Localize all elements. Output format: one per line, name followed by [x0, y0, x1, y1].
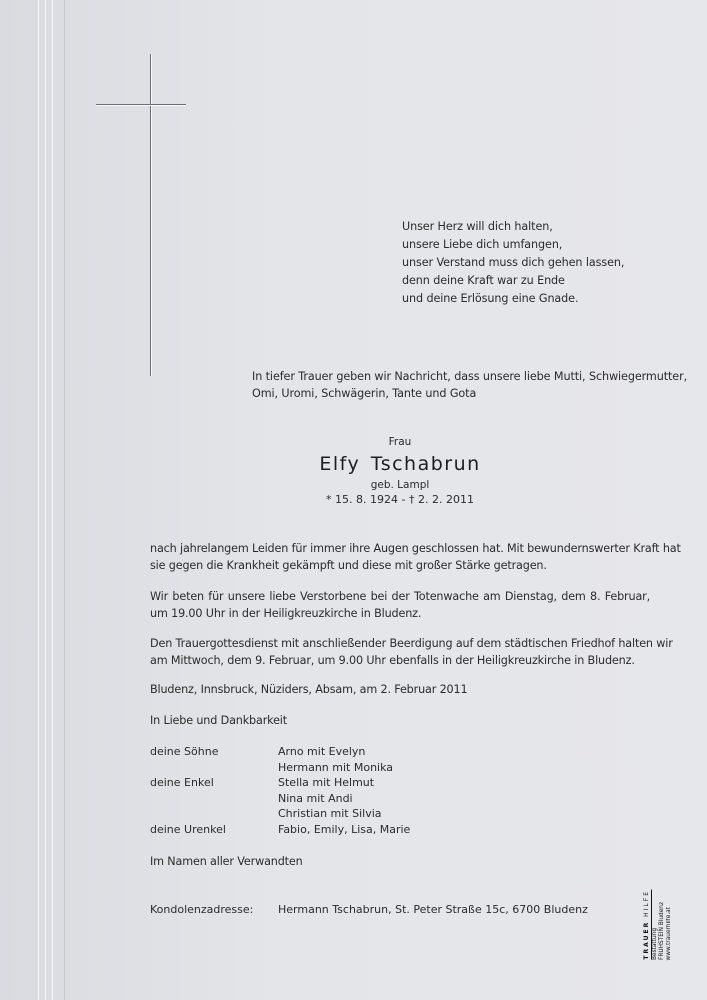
cross-icon: [150, 54, 152, 376]
logo-brand-b: HILFE: [643, 890, 650, 918]
announcement-intro: [252, 368, 687, 402]
deceased-name: Elfy Tschabrun: [319, 453, 481, 475]
relative-name: Arno mit Evelyn: [278, 745, 366, 758]
logo-brand-a: TRAUER: [643, 921, 650, 960]
poem-line: unser Verstand muss dich gehen lassen,: [402, 256, 625, 269]
relative-name: Hermann mit Monika: [278, 760, 394, 774]
poem-line: denn deine Kraft war zu Ende: [402, 274, 565, 287]
poem-line: und deine Erlösung eine Gnade.: [402, 292, 579, 305]
paragraph-line: Wir beten für unsere liebe Verstorbene bei der Totenwache am Dienstag, dem 8. Februar,: [150, 590, 650, 603]
condolence-address-text: Hermann Tschabrun, St. Peter Straße 15c, 6700 Bludenz: [278, 903, 588, 916]
paragraph-line: um 19.00 Uhr in der Heiligkreuzkirche in Bludenz.: [150, 606, 422, 620]
logo-company: FRÜHSTEIN Bludenz: [659, 902, 665, 960]
paragraph-line: nach jahrelangem Leiden für immer ihre Augen geschlossen hat. Mit bewundernswerter Kraft hat: [150, 542, 681, 555]
maiden-name: geb. Lampl: [370, 479, 430, 491]
poem: [402, 218, 624, 308]
relative-name: Stella mit Helmut: [278, 776, 375, 789]
relative-label: deine Söhne: [150, 745, 219, 758]
decor-line: [45, 0, 46, 1000]
paragraph-line: Den Trauergottesdienst mit anschließender Beerdigung auf dem städtischen Friedhof halten wir: [150, 637, 673, 650]
paragraph-line: am Mittwoch, dem 9. Februar, um 9.00 Uhr ebenfalls in der Heiligkreuzkirche in Bludenz.: [150, 653, 635, 667]
relative-name: Christian mit Silvia: [278, 807, 382, 820]
relative-name: Fabio, Emily, Lisa, Marie: [278, 822, 411, 836]
cross-bar: [96, 104, 186, 106]
life-dates: * 15. 8. 1924 - † 2. 2. 2011: [326, 493, 474, 506]
relative-name: Nina mit Andi: [278, 791, 353, 805]
logo-subtitle: Bestattung: [652, 928, 658, 960]
paragraph: [150, 636, 673, 669]
decor-line: [64, 0, 65, 1000]
paragraph-line: sie gegen die Krankheit gekämpft und diese mit großer Stärke getragen.: [150, 558, 547, 572]
place-date: Bludenz, Innsbruck, Nüziders, Absam, am 2. Februar 2011: [150, 683, 468, 696]
family-note: Im Namen aller Verwandten: [150, 855, 303, 868]
intro-line: In tiefer Trauer geben wir Nachricht, dass unsere liebe Mutti, Schwiegermutter,: [252, 370, 688, 383]
poem-line: Unser Herz will dich halten,: [402, 220, 553, 233]
logo-brand: [643, 890, 652, 960]
decor-line: [38, 0, 39, 1000]
logo-url: www.trauerhilfe.at: [666, 906, 672, 960]
paragraph: [150, 541, 681, 574]
title: Frau: [388, 436, 412, 448]
decor-line: [52, 0, 53, 1000]
paragraph: [150, 589, 650, 622]
poem-line: unsere Liebe dich umfangen,: [402, 238, 563, 251]
relative-label: deine Urenkel: [150, 822, 226, 836]
relative-label: deine Enkel: [150, 776, 214, 789]
condolence-label: Kondolenzadresse:: [150, 903, 254, 916]
funeral-home-logo: [641, 868, 673, 960]
closing-line: In Liebe und Dankbarkeit: [150, 714, 288, 727]
intro-line: Omi, Uromi, Schwägerin, Tante und Gota: [252, 387, 477, 400]
